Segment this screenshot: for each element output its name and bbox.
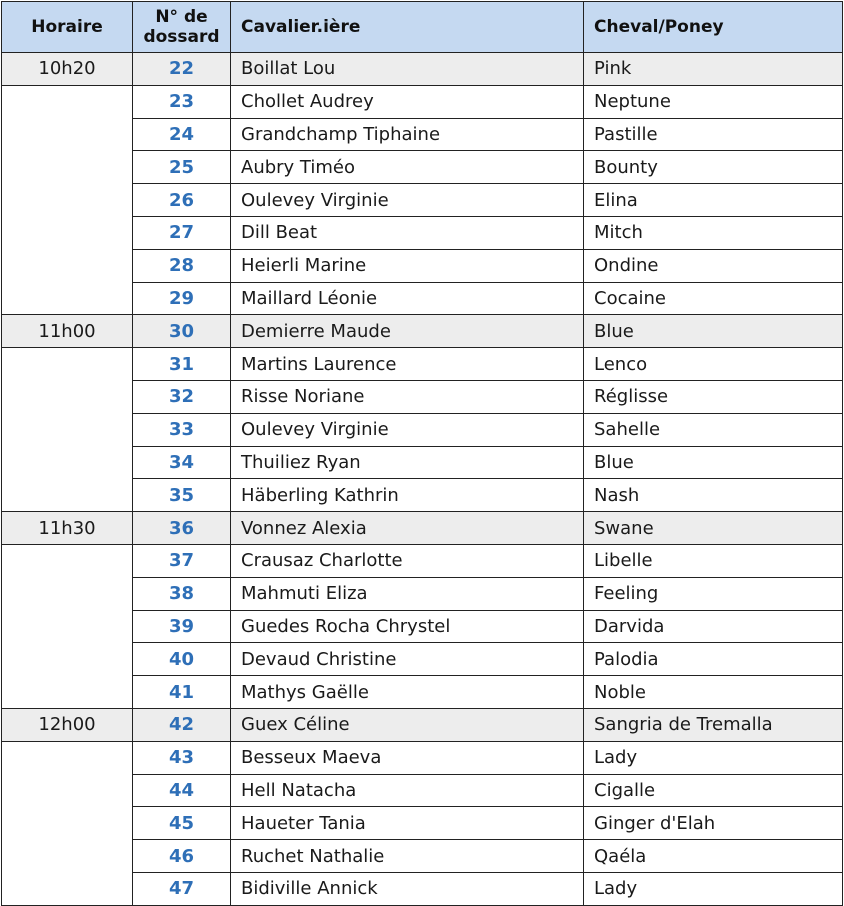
rider-name: Oulevey Virginie	[231, 413, 584, 446]
horse-name: Libelle	[584, 544, 843, 577]
horse-name: Elina	[584, 184, 843, 217]
bib-number: 31	[133, 348, 231, 381]
bib-number: 38	[133, 577, 231, 610]
table-row	[2, 53, 843, 86]
bib-number: 36	[133, 512, 231, 545]
rider-name: Mahmuti Eliza	[231, 577, 584, 610]
bib-number: 43	[133, 741, 231, 774]
header-row	[2, 2, 843, 53]
bib-number: 34	[133, 446, 231, 479]
rider-name: Dill Beat	[231, 216, 584, 249]
table-row	[2, 544, 843, 577]
horse-name: Mitch	[584, 216, 843, 249]
rider-name: Guex Céline	[231, 708, 584, 741]
rider-name: Haueter Tania	[231, 807, 584, 840]
bib-number: 30	[133, 315, 231, 348]
bib-number: 47	[133, 872, 231, 905]
header-number-line1: N° de	[155, 7, 208, 27]
bib-number: 46	[133, 840, 231, 873]
horse-name: Palodia	[584, 643, 843, 676]
bib-number: 25	[133, 151, 231, 184]
rider-name: Demierre Maude	[231, 315, 584, 348]
bib-number: 28	[133, 249, 231, 282]
horse-name: Cocaine	[584, 282, 843, 315]
table-row	[2, 512, 843, 545]
header-number	[133, 2, 231, 53]
horse-name: Ondine	[584, 249, 843, 282]
time-cell-empty	[2, 741, 133, 905]
horse-name: Réglisse	[584, 380, 843, 413]
bib-number: 27	[133, 216, 231, 249]
horse-name: Sangria de Tremalla	[584, 708, 843, 741]
header-time: Horaire	[2, 2, 133, 53]
horse-name: Swane	[584, 512, 843, 545]
time-cell-empty	[2, 85, 133, 315]
rider-name: Hell Natacha	[231, 774, 584, 807]
rider-name: Chollet Audrey	[231, 85, 584, 118]
horse-name: Pastille	[584, 118, 843, 151]
rider-name: Crausaz Charlotte	[231, 544, 584, 577]
time-cell-empty	[2, 348, 133, 512]
horse-name: Lady	[584, 872, 843, 905]
header-horse: Cheval/Poney	[584, 2, 843, 53]
table-row	[2, 85, 843, 118]
header-rider: Cavalier.ière	[231, 2, 584, 53]
horse-name: Feeling	[584, 577, 843, 610]
table-row	[2, 741, 843, 774]
rider-name: Martins Laurence	[231, 348, 584, 381]
time-cell: 10h20	[2, 53, 133, 86]
bib-number: 45	[133, 807, 231, 840]
bib-number: 22	[133, 53, 231, 86]
horse-name: Blue	[584, 446, 843, 479]
rider-name: Mathys Gaëlle	[231, 676, 584, 709]
horse-name: Bounty	[584, 151, 843, 184]
bib-number: 41	[133, 676, 231, 709]
time-cell: 11h30	[2, 512, 133, 545]
time-cell: 11h00	[2, 315, 133, 348]
rider-name: Oulevey Virginie	[231, 184, 584, 217]
bib-number: 37	[133, 544, 231, 577]
rider-name: Devaud Christine	[231, 643, 584, 676]
horse-name: Lady	[584, 741, 843, 774]
bib-number: 23	[133, 85, 231, 118]
horse-name: Blue	[584, 315, 843, 348]
horse-name: Noble	[584, 676, 843, 709]
horse-name: Nash	[584, 479, 843, 512]
bib-number: 33	[133, 413, 231, 446]
horse-name: Lenco	[584, 348, 843, 381]
bib-number: 39	[133, 610, 231, 643]
bib-number: 44	[133, 774, 231, 807]
horse-name: Qaéla	[584, 840, 843, 873]
rider-name: Häberling Kathrin	[231, 479, 584, 512]
time-cell-empty	[2, 544, 133, 708]
header-number-line2: dossard	[143, 27, 220, 47]
start-list-table	[1, 1, 843, 906]
rider-name: Aubry Timéo	[231, 151, 584, 184]
bib-number: 35	[133, 479, 231, 512]
horse-name: Cigalle	[584, 774, 843, 807]
bib-number: 26	[133, 184, 231, 217]
rider-name: Boillat Lou	[231, 53, 584, 86]
table-row	[2, 348, 843, 381]
rider-name: Grandchamp Tiphaine	[231, 118, 584, 151]
rider-name: Vonnez Alexia	[231, 512, 584, 545]
bib-number: 24	[133, 118, 231, 151]
horse-name: Neptune	[584, 85, 843, 118]
bib-number: 42	[133, 708, 231, 741]
bib-number: 29	[133, 282, 231, 315]
bib-number: 32	[133, 380, 231, 413]
rider-name: Heierli Marine	[231, 249, 584, 282]
rider-name: Bidiville Annick	[231, 872, 584, 905]
bib-number: 40	[133, 643, 231, 676]
table-row	[2, 315, 843, 348]
rider-name: Risse Noriane	[231, 380, 584, 413]
horse-name: Pink	[584, 53, 843, 86]
rider-name: Besseux Maeva	[231, 741, 584, 774]
rider-name: Ruchet Nathalie	[231, 840, 584, 873]
horse-name: Ginger d'Elah	[584, 807, 843, 840]
horse-name: Darvida	[584, 610, 843, 643]
table-body	[2, 53, 843, 906]
rider-name: Guedes Rocha Chrystel	[231, 610, 584, 643]
rider-name: Thuiliez Ryan	[231, 446, 584, 479]
horse-name: Sahelle	[584, 413, 843, 446]
rider-name: Maillard Léonie	[231, 282, 584, 315]
time-cell: 12h00	[2, 708, 133, 741]
table-row	[2, 708, 843, 741]
